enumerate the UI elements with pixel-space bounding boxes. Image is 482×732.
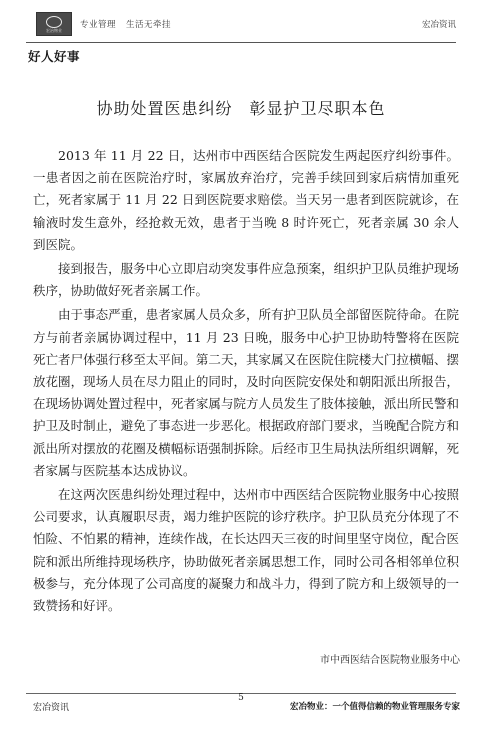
logo-emblem-icon: [46, 16, 62, 28]
article-signature: 市中西医结合医院物业服务中心: [320, 655, 460, 666]
page-header: [36, 12, 456, 38]
paragraph: 由于事态严重，患者家属人员众多，所有护卫队员全部留医院待命。在院方与前者亲属协调过程中，11 月 23 日晚，服务中心护卫协助特警将在医院死亡者尸体强行移至太平间。第二天，其家属又在医院住院楼大门拉横幅、摆放花圈，现场人员在尽力阻止的同时，及时向医院安保处和朝阳派出所报告，在现场协调处置过程中，死者家属与院方人员发生了肢体接触，派出所民警和护卫及时制止，避免了事态进一步恶化。根据政府部门要求，当晚配合院方和派出所对摆放的花圈及横幅标语强制拆除。后经市卫生局执法所组织调解，死者家属与医院基本达成协议。: [33, 307, 459, 478]
logo-text: 宏冶物业: [46, 27, 62, 33]
footer-publication: 宏冶资讯: [33, 703, 70, 713]
paragraph: 接到报告，服务中心立即启动突发事件应急预案，组织护卫队员维护现场秩序，协助做好死者亲属工作。: [33, 261, 459, 299]
header-divider: [26, 42, 456, 43]
article-body: [33, 145, 459, 619]
footer-tagline: 宏冶物业：一个值得信赖的物业管理服务专家: [289, 702, 460, 712]
paragraph: 2013 年 11 月 22 日，达州市中西医结合医院发生两起医疗纠纷事件。一患者因之前在医院治疗时，家属放弃治疗，完善手续回到家后病情加重死亡，死者家属于 11 月 22 日到医院要求赔偿。当天另一患者到医院就诊，在输液时发生意外，经抢救无效，患者于当晚 8 时许死亡，死者亲属 30 余人到医院。: [33, 148, 459, 252]
section-label: 好人好事: [28, 49, 81, 64]
company-logo: [36, 12, 72, 36]
article-title: 协助处置医患纠纷 彰显护卫尽职本色: [96, 99, 386, 118]
publication-name: 宏冶资讯: [421, 20, 456, 30]
slogan-right: 生活无牵挂: [126, 20, 172, 30]
slogan-left: 专业管理: [80, 20, 117, 30]
page-number: 5: [238, 693, 244, 703]
header-slogan: [80, 18, 181, 30]
paragraph: 在这两次医患纠纷处理过程中，达州市中西医结合医院物业服务中心按照公司要求，认真履职尽责，竭力维护医院的诊疗秩序。护卫队员充分体现了不怕险、不怕累的精神，连续作战，在长达四天三夜的时间里坚守岗位，配合医院和派出所维持现场秩序，协助做死者亲属思想工作，同时公司各相邻单位积极参与，充分体现了公司高度的凝聚力和战斗力，得到了院方和上级领导的一致赞扬和好评。: [33, 487, 459, 614]
